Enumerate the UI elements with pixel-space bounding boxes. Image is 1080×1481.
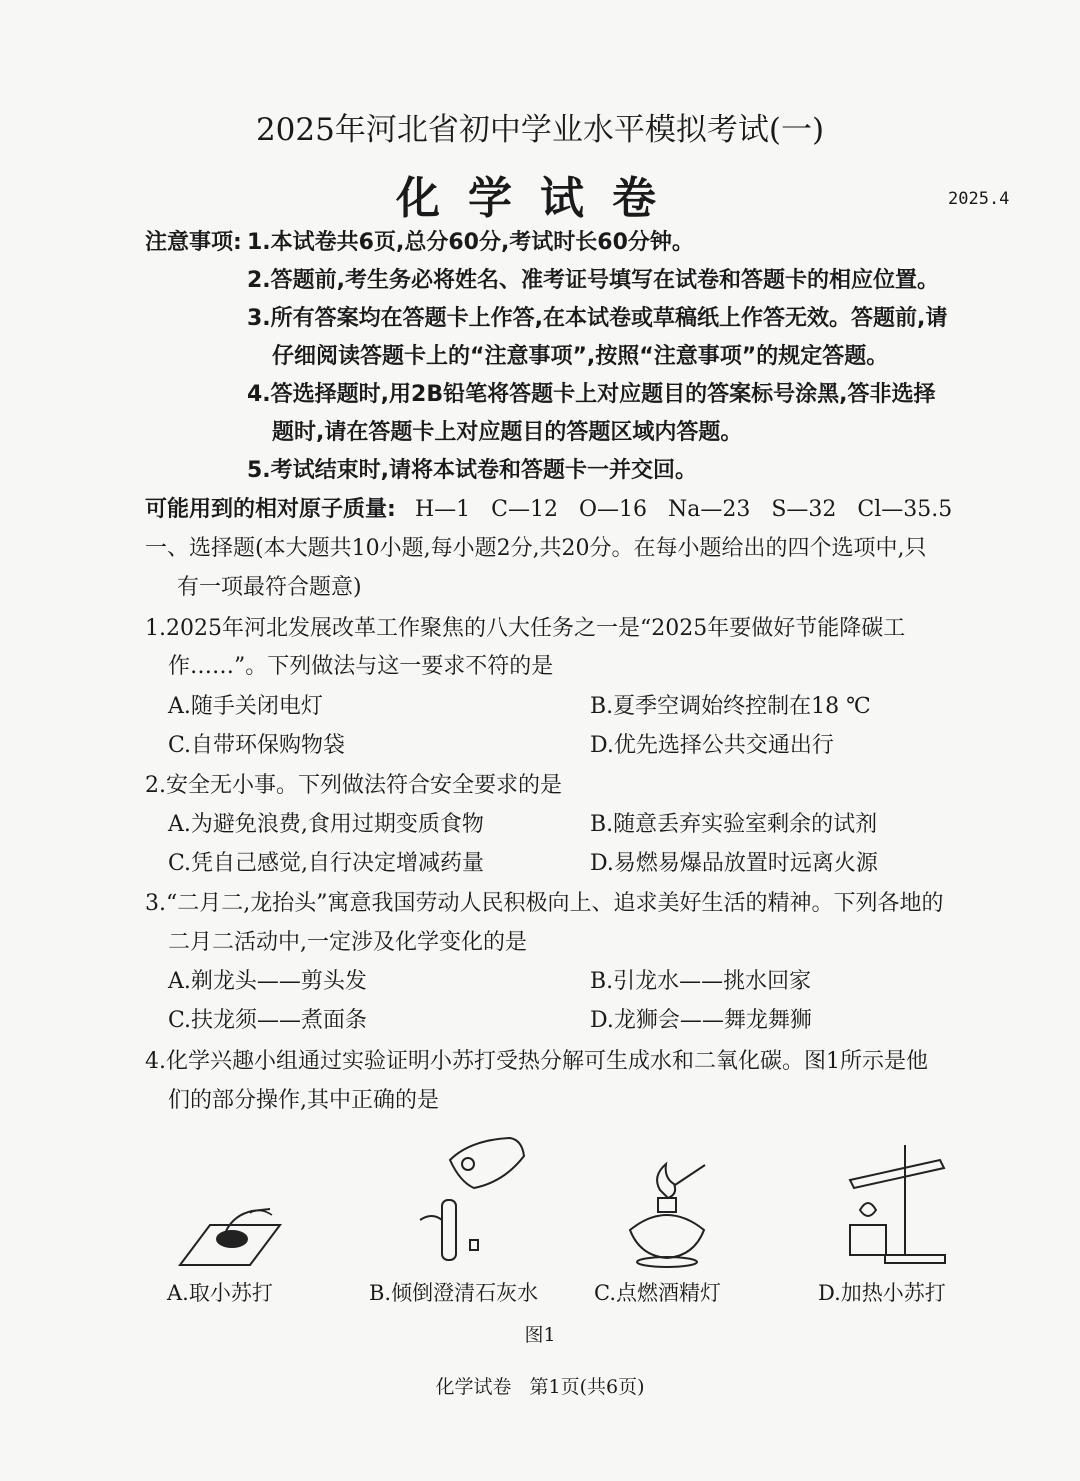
figure-caption-d: D.加热小苏打 [818,1281,946,1305]
light-lamp-illustration [620,1160,715,1270]
question-stem: 们的部分操作,其中正确的是 [168,1088,439,1113]
option-c: C.自带环保购物袋 [168,733,346,758]
figure-caption-a: A.取小苏打 [167,1281,273,1305]
option-a: A.随手关闭电灯 [168,694,323,719]
note-item: 仔细阅读答题卡上的“注意事项”,按照“注意事项”的规定答题。 [272,344,889,369]
option-a: A.为避免浪费,食用过期变质食物 [168,812,484,837]
option-d: D.优先选择公共交通出行 [590,733,834,758]
note-item: 题时,请在答题卡上对应题目的答题区域内答题。 [272,420,743,445]
question-stem: 2.安全无小事。下列做法符合安全要求的是 [145,773,562,798]
heat-powder-illustration [830,1135,955,1270]
note-item: 1.本试卷共6页,总分60分,考试时长60分钟。 [247,230,694,255]
option-b: B.随意丢弃实验室剩余的试剂 [590,812,878,837]
section-heading [145,534,927,564]
take-powder-illustration [170,1195,285,1270]
question-stem: 二月二活动中,一定涉及化学变化的是 [168,930,527,955]
pour-limewater-illustration [410,1130,535,1265]
exam-date: 2025.4 [948,189,1010,209]
atomic-mass-values: H—1 C—12 O—16 Na—23 S—32 Cl—35.5 [415,497,953,522]
option-d: D.龙狮会——舞龙舞狮 [590,1008,812,1033]
note-item: 5.考试结束时,请将本试卷和答题卡一并交回。 [247,458,698,483]
atomic-mass-label: 可能用到的相对原子质量: [145,497,396,522]
figure-caption-b: B.倾倒澄清石灰水 [369,1281,539,1305]
exam-title: 2025年河北省初中学业水平模拟考试(一) [255,112,825,148]
option-b: B.夏季空调始终控制在18 ℃ [590,694,871,719]
option-d: D.易燃易爆品放置时远离火源 [590,851,878,876]
notes-label: 注意事项: [145,230,242,255]
note-item: 3.所有答案均在答题卡上作答,在本试卷或草稿纸上作答无效。答题前,请 [247,306,948,331]
option-a: A.剃龙头——剪头发 [168,969,367,994]
question-stem: 4.化学兴趣小组通过实验证明小苏打受热分解可生成水和二氧化碳。图1所示是他 [145,1049,928,1074]
page-footer: 化学试卷 第1页(共6页) [435,1376,645,1398]
option-c: C.扶龙须——煮面条 [168,1008,368,1033]
question-stem: 3.“二月二,龙抬头”寓意我国劳动人民积极向上、追求美好生活的精神。下列各地的 [145,891,944,916]
figure-label: 图1 [524,1324,556,1346]
question-stem: 1.2025年河北发展改革工作聚焦的八大任务之一是“2025年要做好节能降碳工 [145,616,906,641]
section-heading-cont: 有一项最符合题意) [177,575,362,600]
note-item: 4.答选择题时,用2B铅笔将答题卡上对应题目的答案标号涂黑,答非选择 [247,382,936,407]
option-b: B.引龙水——挑水回家 [590,969,812,994]
note-item: 2.答题前,考生务必将姓名、准考证号填写在试卷和答题卡的相应位置。 [247,268,940,293]
section-heading-text: 一、选择题(本大题共10小题,每小题2分,共20分。在每小题给出的四个选项中,只 [145,536,927,561]
subject-title: 化学试卷 [396,173,684,224]
figure-caption-c: C.点燃酒精灯 [594,1281,721,1305]
question-stem: 作……”。下列做法与这一要求不符的是 [168,654,554,679]
option-c: C.凭自己感觉,自行决定增减药量 [168,851,485,876]
